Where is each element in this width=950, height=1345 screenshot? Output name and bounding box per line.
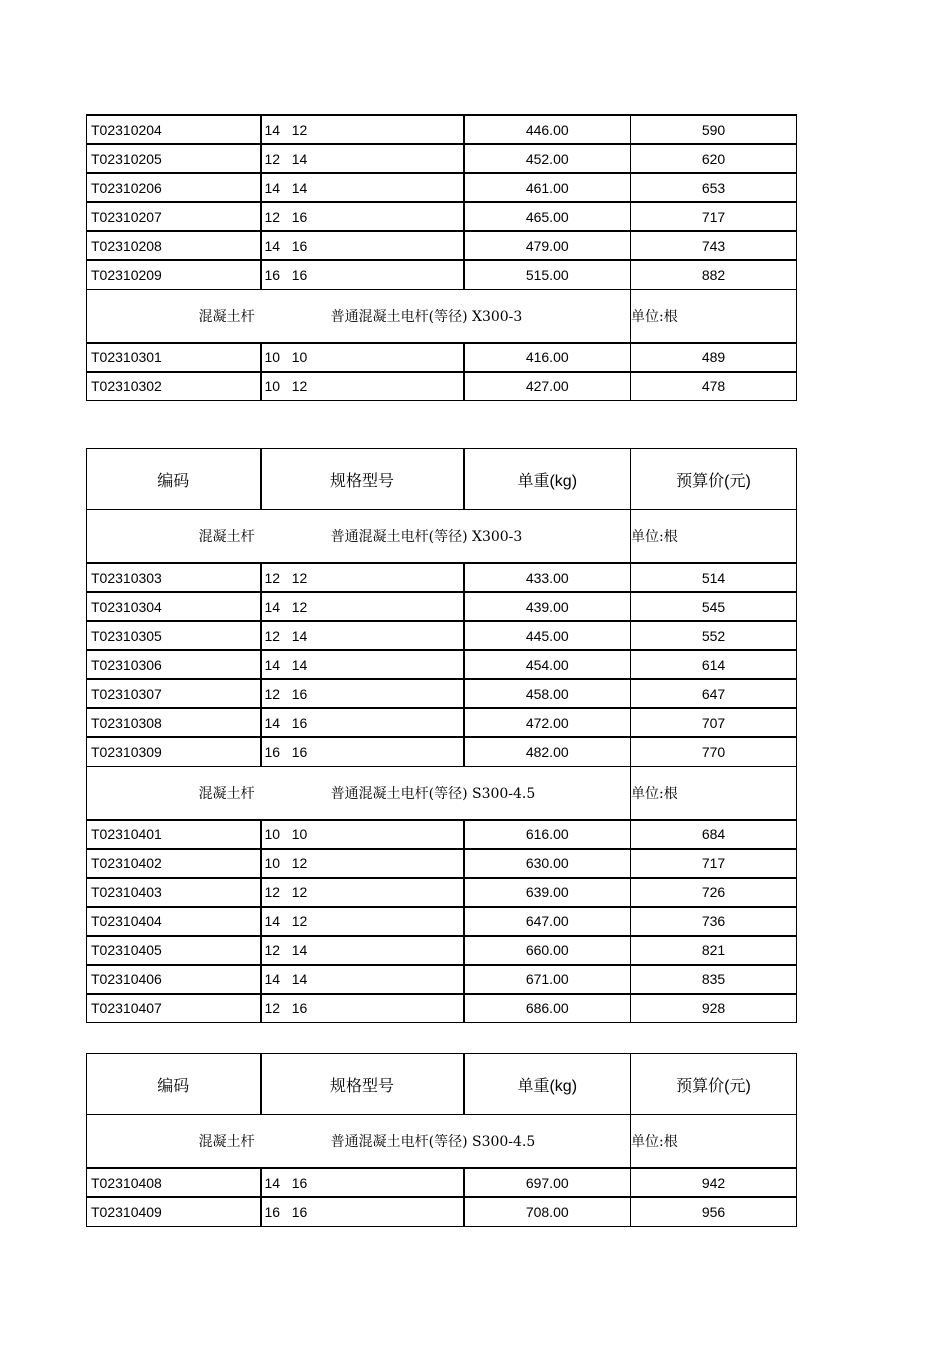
category-row [87,289,797,343]
budget-price-cell: 942 [631,1168,797,1197]
category-unit: 单位:根 [631,510,797,564]
unit-weight-cell: 427.00 [464,372,631,401]
price-table-2 [86,448,797,1023]
budget-price-cell: 647 [631,679,797,708]
spec-cell: 10 12 [261,849,464,878]
spec-cell: 14 16 [261,708,464,737]
table-row [87,115,797,144]
table-row [87,343,797,372]
category-description: 普通混凝土电杆(等径) X300-3 [330,529,523,545]
category-description: 普通混凝土电杆(等径) X300-3 [330,308,523,325]
item-code-cell: T02310402 [87,849,261,878]
header-spec: 规格型号 [261,449,464,510]
unit-weight-cell: 479.00 [464,231,631,260]
unit-weight-cell: 616.00 [464,820,631,849]
price-table-1 [86,114,797,401]
table-row [87,708,797,737]
spec-cell: 12 16 [261,994,464,1023]
unit-weight-cell: 472.00 [464,708,631,737]
spec-cell: 14 16 [261,231,464,260]
item-code-cell: T02310208 [87,231,261,260]
table-row [87,820,797,849]
unit-weight-cell: 465.00 [464,202,631,231]
unit-weight-cell: 482.00 [464,737,631,766]
item-code-cell: T02310204 [87,115,261,144]
table-row [87,372,797,401]
header-weight: 单重(kg) [464,1054,631,1115]
budget-price-cell: 545 [631,592,797,621]
table-row [87,621,797,650]
table-row [87,650,797,679]
item-code-cell: T02310308 [87,708,261,737]
category-unit: 单位:根 [631,766,797,820]
spec-cell: 12 16 [261,679,464,708]
unit-weight-cell: 416.00 [464,343,631,372]
spec-cell: 10 10 [261,343,464,372]
budget-price-cell: 956 [631,1197,797,1226]
item-code-cell: T02310307 [87,679,261,708]
header-code: 编码 [87,1054,261,1115]
spec-cell: 14 14 [261,173,464,202]
header-row [87,1054,797,1115]
item-code-cell: T02310207 [87,202,261,231]
unit-weight-cell: 708.00 [464,1197,631,1226]
budget-price-cell: 620 [631,144,797,173]
budget-price-cell: 489 [631,343,797,372]
unit-weight-cell: 671.00 [464,965,631,994]
unit-weight-cell: 433.00 [464,563,631,592]
table-row [87,965,797,994]
item-code-cell: T02310309 [87,737,261,766]
table-row [87,260,797,289]
spec-cell: 16 16 [261,1197,464,1226]
table-row [87,144,797,173]
category-name: 混凝土杆 [198,1134,255,1150]
header-row [87,449,797,510]
header-price: 预算价(元) [631,449,797,510]
unit-weight-cell: 458.00 [464,679,631,708]
item-code-cell: T02310405 [87,936,261,965]
spec-cell: 14 14 [261,965,464,994]
item-code-cell: T02310209 [87,260,261,289]
table-row [87,849,797,878]
item-code-cell: T02310407 [87,994,261,1023]
spec-cell: 12 12 [261,878,464,907]
spec-cell: 14 12 [261,907,464,936]
unit-weight-cell: 439.00 [464,592,631,621]
header-code: 编码 [87,449,261,510]
budget-price-cell: 684 [631,820,797,849]
spec-cell: 14 12 [261,115,464,144]
budget-price-cell: 514 [631,563,797,592]
table-row [87,202,797,231]
category-description: 普通混凝土电杆(等径) S300-4.5 [330,785,536,802]
category-name: 混凝土杆 [198,529,255,545]
table-row [87,592,797,621]
spec-cell: 16 16 [261,737,464,766]
item-code-cell: T02310205 [87,144,261,173]
item-code-cell: T02310206 [87,173,261,202]
item-code-cell: T02310305 [87,621,261,650]
spec-cell: 12 14 [261,144,464,173]
category-row [87,1115,797,1169]
item-code-cell: T02310302 [87,372,261,401]
item-code-cell: T02310401 [87,820,261,849]
budget-price-cell: 743 [631,231,797,260]
table-row [87,173,797,202]
budget-price-cell: 717 [631,849,797,878]
table-row [87,1197,797,1226]
spec-cell: 12 16 [261,202,464,231]
unit-weight-cell: 660.00 [464,936,631,965]
category-name: 混凝土杆 [198,308,255,325]
table-row [87,1168,797,1197]
budget-price-cell: 821 [631,936,797,965]
price-table-3 [86,1053,797,1227]
unit-weight-cell: 461.00 [464,173,631,202]
unit-weight-cell: 446.00 [464,115,631,144]
item-code-cell: T02310304 [87,592,261,621]
budget-price-cell: 614 [631,650,797,679]
spec-cell: 12 14 [261,936,464,965]
item-code-cell: T02310404 [87,907,261,936]
category-unit: 单位:根 [631,1115,797,1169]
table-row [87,878,797,907]
budget-price-cell: 717 [631,202,797,231]
unit-weight-cell: 647.00 [464,907,631,936]
unit-weight-cell: 686.00 [464,994,631,1023]
item-code-cell: T02310303 [87,563,261,592]
item-code-cell: T02310408 [87,1168,261,1197]
table-row [87,679,797,708]
table-row [87,936,797,965]
unit-weight-cell: 697.00 [464,1168,631,1197]
spec-cell: 14 14 [261,650,464,679]
unit-weight-cell: 515.00 [464,260,631,289]
item-code-cell: T02310406 [87,965,261,994]
budget-price-cell: 653 [631,173,797,202]
budget-price-cell: 770 [631,737,797,766]
table-row [87,231,797,260]
budget-price-cell: 552 [631,621,797,650]
spec-cell: 10 10 [261,820,464,849]
category-description: 普通混凝土电杆(等径) S300-4.5 [330,1134,536,1150]
category-row [87,766,797,820]
spec-cell: 14 16 [261,1168,464,1197]
table-row [87,907,797,936]
header-spec: 规格型号 [261,1054,464,1115]
table-row [87,563,797,592]
budget-price-cell: 726 [631,878,797,907]
budget-price-cell: 590 [631,115,797,144]
spec-cell: 12 14 [261,621,464,650]
spec-cell: 12 12 [261,563,464,592]
item-code-cell: T02310306 [87,650,261,679]
unit-weight-cell: 639.00 [464,878,631,907]
item-code-cell: T02310409 [87,1197,261,1226]
budget-price-cell: 707 [631,708,797,737]
unit-weight-cell: 454.00 [464,650,631,679]
unit-weight-cell: 445.00 [464,621,631,650]
spec-cell: 16 16 [261,260,464,289]
spec-cell: 10 12 [261,372,464,401]
item-code-cell: T02310301 [87,343,261,372]
budget-price-cell: 882 [631,260,797,289]
unit-weight-cell: 452.00 [464,144,631,173]
unit-weight-cell: 630.00 [464,849,631,878]
budget-price-cell: 478 [631,372,797,401]
table-row [87,737,797,766]
header-price: 预算价(元) [631,1054,797,1115]
category-unit: 单位:根 [631,289,797,343]
category-row [87,510,797,564]
category-name: 混凝土杆 [198,785,255,802]
table-row [87,994,797,1023]
spec-cell: 14 12 [261,592,464,621]
item-code-cell: T02310403 [87,878,261,907]
header-weight: 单重(kg) [464,449,631,510]
budget-price-cell: 835 [631,965,797,994]
budget-price-cell: 736 [631,907,797,936]
budget-price-cell: 928 [631,994,797,1023]
